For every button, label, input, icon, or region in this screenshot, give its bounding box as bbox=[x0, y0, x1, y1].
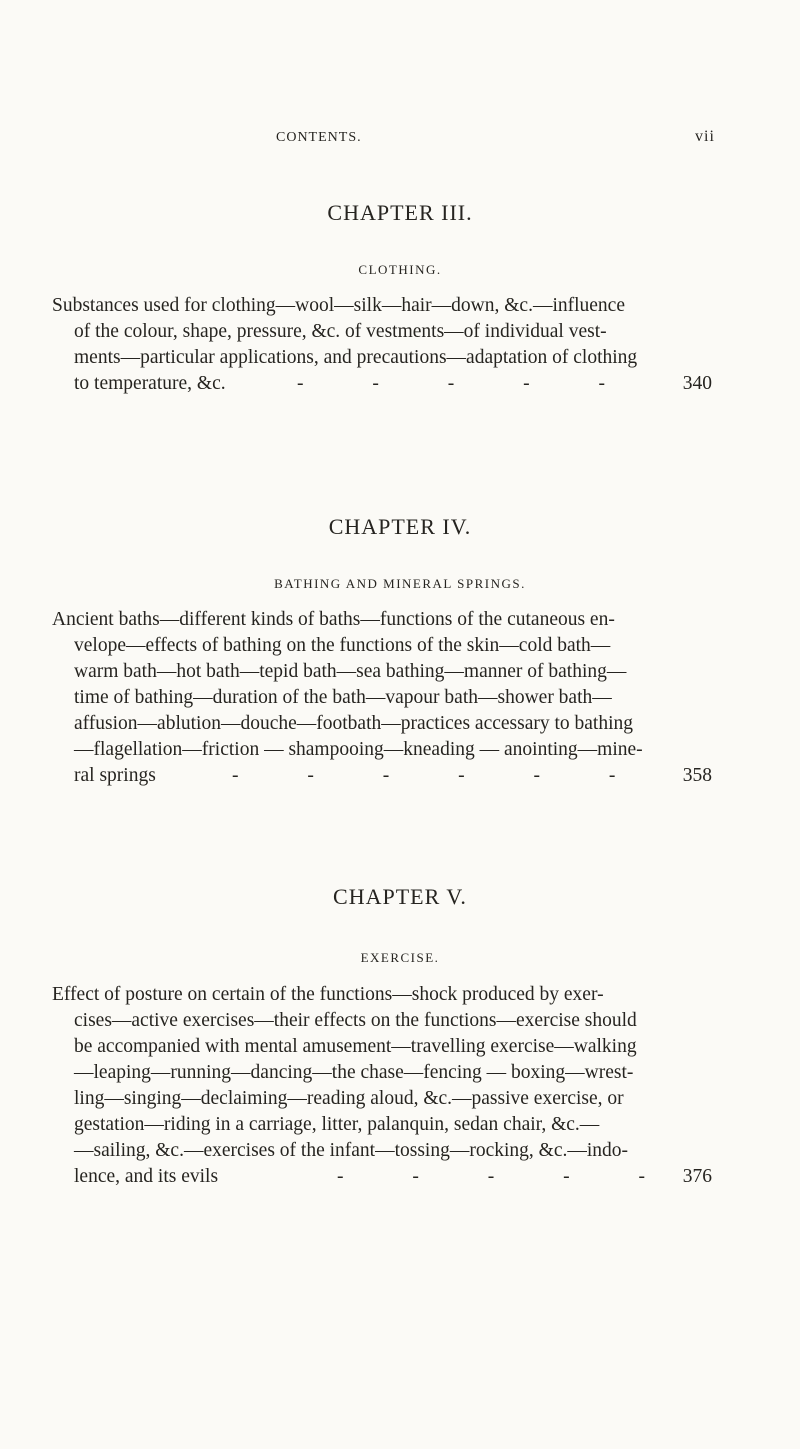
chapter-heading: CHAPTER III. bbox=[327, 200, 473, 225]
entry-line: velope—effects of bathing on the functions of the skin—cold bath— bbox=[74, 635, 611, 656]
chapter-heading: CHAPTER V. bbox=[333, 884, 467, 909]
running-head-title: CONTENTS. bbox=[276, 130, 362, 145]
toc-entry bbox=[52, 607, 712, 789]
chapter-subtitle: BATHING AND MINERAL SPRINGS. bbox=[274, 576, 526, 591]
entry-line: gestation—riding in a carriage, litter, palanquin, sedan chair, &c.— bbox=[74, 1114, 600, 1135]
entry-line: time of bathing—duration of the bath—vapour bath—shower bath— bbox=[74, 687, 612, 708]
chapter-heading: CHAPTER IV. bbox=[328, 514, 472, 539]
entry-line: affusion—ablution—douche—footbath—practices accessary to bathing bbox=[74, 713, 634, 734]
entry-line: to temperature, &c. bbox=[74, 373, 226, 394]
entry-line: —sailing, &c.—exercises of the infant—tossing—rocking, &c.—indo- bbox=[74, 1140, 629, 1161]
entry-line: —leaping—running—dancing—the chase—fencing — boxing—wrest- bbox=[74, 1062, 634, 1083]
entry-line: cises—active exercises—their effects on the functions—exercise should bbox=[74, 1010, 637, 1031]
chapter-subtitle: EXERCISE. bbox=[360, 950, 440, 965]
dot-leader: - - - - - bbox=[297, 373, 637, 394]
page-numeral: vii bbox=[695, 128, 715, 145]
entry-line: ral springs bbox=[74, 765, 156, 786]
toc-entry bbox=[52, 293, 712, 397]
entry-last-line bbox=[52, 371, 712, 397]
entry-line: Ancient baths—different kinds of baths—functions of the cutaneous en- bbox=[52, 609, 615, 630]
page-reference: 340 bbox=[682, 373, 712, 394]
entry-line: Substances used for clothing—wool—silk—hair—down, &c.—influence bbox=[52, 295, 625, 316]
entry-line: be accompanied with mental amusement—travelling exercise—walking bbox=[74, 1036, 637, 1057]
entry-line: Effect of posture on certain of the functions—shock produced by exer- bbox=[52, 984, 604, 1005]
page-reference: 376 bbox=[682, 1166, 712, 1187]
entry-last-line bbox=[52, 763, 712, 789]
running-head bbox=[0, 130, 800, 150]
chapter-subtitle: CLOTHING. bbox=[358, 262, 442, 277]
entry-line: warm bath—hot bath—tepid bath—sea bathing—manner of bathing— bbox=[74, 661, 627, 682]
page-reference: 358 bbox=[682, 765, 712, 786]
dot-leader: - - - - - bbox=[337, 1166, 677, 1187]
entry-last-line bbox=[52, 1164, 712, 1190]
entry-line: ments—particular applications, and precautions—adaptation of clothing bbox=[74, 347, 638, 368]
toc-entry bbox=[52, 982, 712, 1190]
entry-line: lence, and its evils bbox=[74, 1166, 219, 1187]
entry-line: —flagellation—friction — shampooing—kneading — anointing—mine- bbox=[74, 739, 643, 760]
entry-line: ling—singing—declaiming—reading aloud, &c.—passive exercise, or bbox=[74, 1088, 624, 1109]
dot-leader: - - - - - - bbox=[232, 765, 648, 786]
entry-line: of the colour, shape, pressure, &c. of vestments—of individual vest- bbox=[74, 321, 607, 342]
